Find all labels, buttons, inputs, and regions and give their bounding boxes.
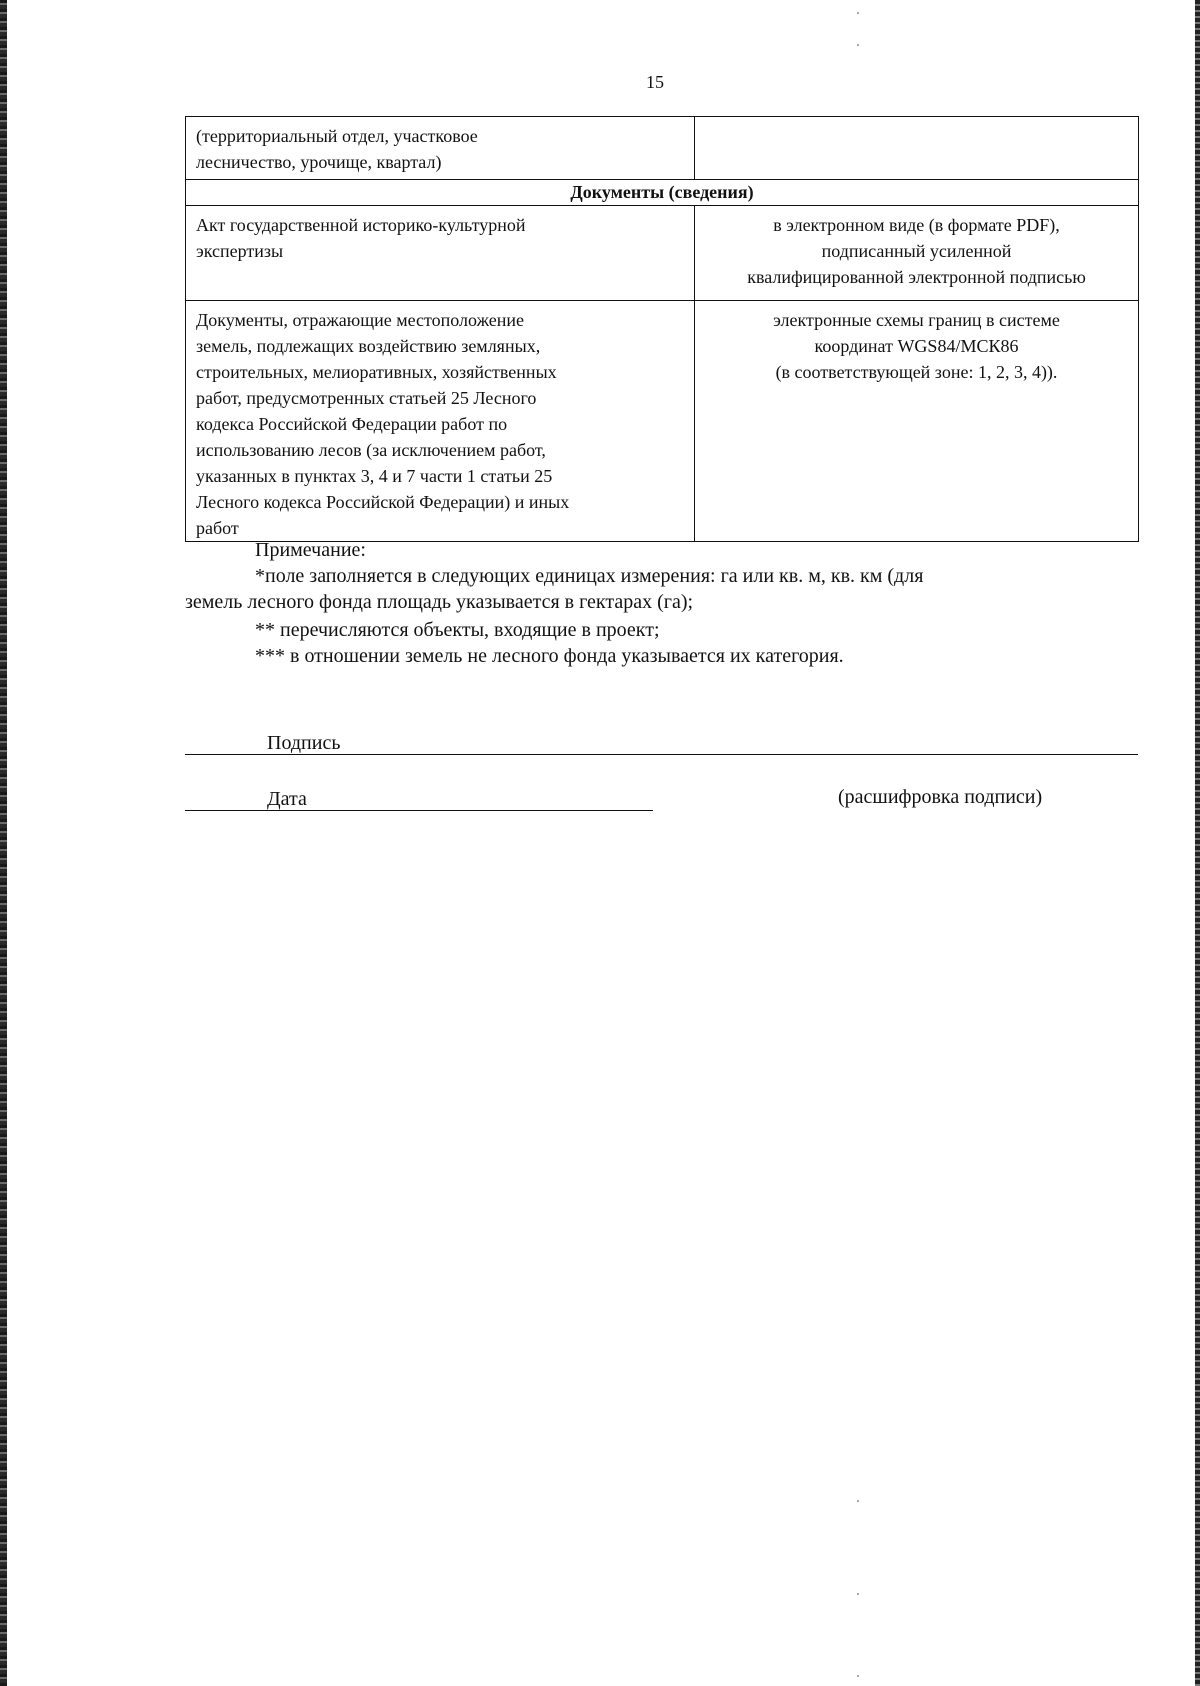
note-2: ** перечисляются объекты, входящие в проект;: [255, 619, 660, 641]
table-row: [186, 206, 1139, 301]
document-name-text: Документы, отражающие местоположение земель, подлежащих воздействию земляных, строительных, мелиоративных, хозяйственных работ, предусмотренных статьей 25 Лесного кодекса Российской Федерации работ по использованию лесов (за исключением работ, указанных в пунктах 3, 4 и 7 части 1 статьи 25 Лесного кодекса Российской Федерации) и иных работ: [196, 310, 570, 538]
table-row: [186, 301, 1139, 542]
scan-speck: [857, 12, 859, 14]
page-number: 15: [646, 72, 664, 92]
document-name-text: Акт государственной историко-культурной экспертизы: [196, 215, 526, 261]
scan-speck: [857, 44, 859, 46]
date-line: [185, 810, 653, 811]
date-label: Дата: [267, 788, 307, 810]
note-3: *** в отношении земель не лесного фонда указывается их категория.: [255, 645, 844, 667]
signature-line: [185, 754, 1138, 755]
table-row: [186, 117, 1139, 180]
scan-speck: [857, 1675, 859, 1677]
scan-edge-left: [0, 0, 7, 1686]
table-cell-document-format: [695, 301, 1139, 542]
signature-label: Подпись: [267, 732, 341, 754]
documents-table: [185, 116, 1139, 542]
table-section-header-row: [186, 180, 1139, 206]
document-format-text: электронные схемы границ в системе координат WGS84/МСК86 (в соответствующей зоне: 1, 2, 3, 4)).: [773, 310, 1060, 382]
signature-decoding-label: (расшифровка подписи): [838, 786, 1043, 808]
note-heading: Примечание:: [255, 539, 366, 561]
table-cell-location-label: [186, 117, 695, 180]
note-1-line-2: земель лесного фонда площадь указывается в гектарах (га);: [185, 591, 694, 613]
scan-speck: [857, 1500, 859, 1502]
location-label-text: (территориальный отдел, участковое лесничество, урочище, квартал): [196, 126, 478, 172]
scan-edge-right: [1195, 0, 1200, 1686]
scan-speck: [857, 1593, 859, 1595]
table-cell-document-format: [695, 206, 1139, 301]
table-cell-location-value: [695, 117, 1139, 180]
table-cell-document-name: [186, 301, 695, 542]
document-format-text: в электронном виде (в формате PDF), подписанный усиленной квалифицированной электронной подписью: [747, 215, 1086, 287]
table-cell-document-name: [186, 206, 695, 301]
section-header: Документы (сведения): [186, 180, 1139, 206]
note-1-line-1: *поле заполняется в следующих единицах измерения: га или кв. м, кв. км (для: [255, 565, 924, 587]
